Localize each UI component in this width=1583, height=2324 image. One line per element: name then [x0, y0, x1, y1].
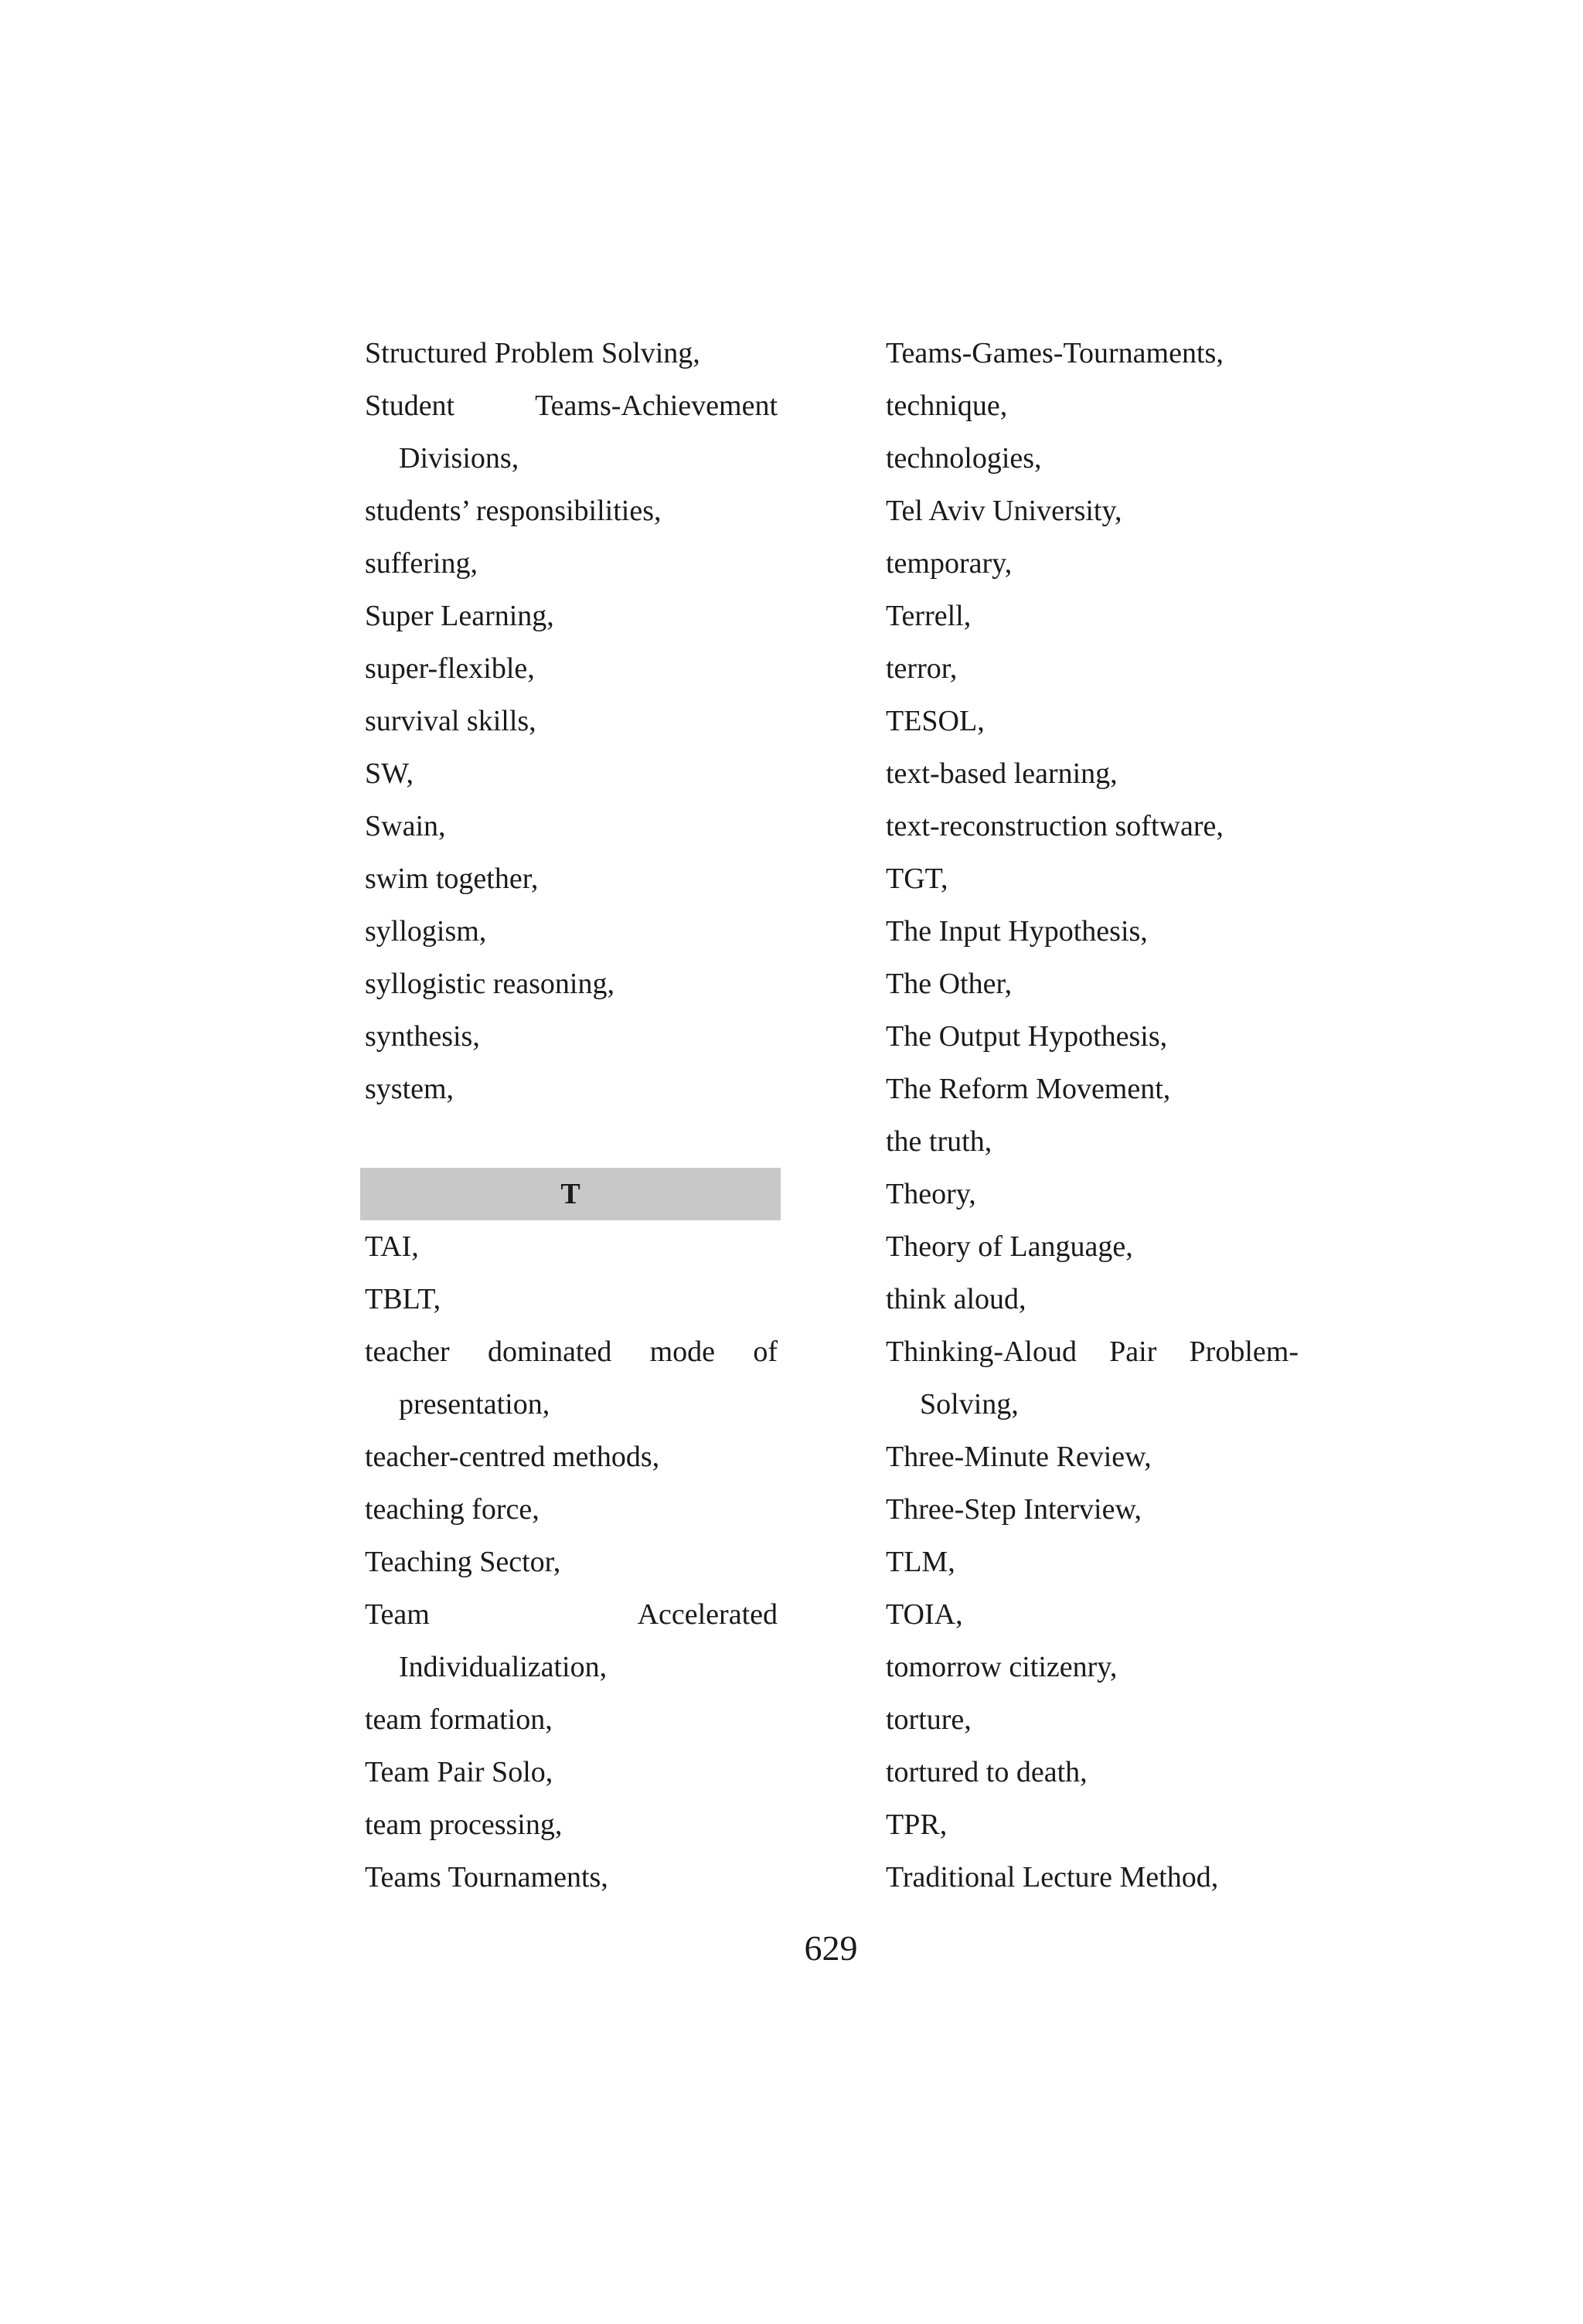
index-entry-continuation: presentation, — [399, 1388, 550, 1421]
index-entry: Teams-Games-Tournaments, — [886, 337, 1224, 369]
index-entry: Theory of Language, — [886, 1230, 1133, 1263]
index-entry-word: Problem- — [1189, 1336, 1299, 1368]
index-entry-word: mode — [649, 1336, 716, 1368]
index-entry: temporary, — [886, 547, 1013, 580]
index-entry — [886, 1325, 1299, 1378]
index-entry: Swain, — [365, 810, 446, 842]
index-entry: Tel Aviv University, — [886, 495, 1122, 527]
index-entry: TLM, — [886, 1546, 955, 1578]
index-entry: Teaching Sector, — [365, 1546, 561, 1578]
index-right-column — [886, 327, 1299, 1904]
index-entry: terror, — [886, 652, 958, 685]
index-entry: Terrell, — [886, 600, 972, 632]
index-entry: tomorrow citizenry, — [886, 1651, 1118, 1683]
index-entry: swim together, — [365, 863, 539, 895]
index-entry: Theory, — [886, 1178, 976, 1210]
index-entry: SW, — [365, 757, 414, 790]
index-entry: Teams Tournaments, — [365, 1861, 608, 1894]
index-entry: TAI, — [365, 1230, 419, 1263]
index-entry: team processing, — [365, 1809, 563, 1841]
index-entry: TESOL, — [886, 705, 985, 737]
index-entry: technique, — [886, 390, 1008, 422]
index-entry-continuation: Divisions, — [399, 442, 519, 475]
index-entry: The Reform Movement, — [886, 1073, 1171, 1105]
index-entry: the truth, — [886, 1125, 992, 1158]
index-entry — [365, 1588, 778, 1641]
page-number: 629 — [804, 1928, 858, 1968]
index-entry: teacher-centred methods, — [365, 1441, 660, 1473]
index-left-column — [365, 327, 778, 1904]
index-entry: think aloud, — [886, 1283, 1026, 1315]
index-entry: team formation, — [365, 1703, 553, 1736]
index-entry: survival skills, — [365, 705, 536, 737]
section-spacer — [365, 1115, 778, 1168]
index-entry-word: of — [753, 1336, 778, 1368]
index-entry-word: Accelerated — [637, 1598, 778, 1631]
index-entry: tortured to death, — [886, 1756, 1088, 1788]
index-entry — [365, 379, 778, 432]
index-entry: system, — [365, 1073, 454, 1105]
index-entry: The Other, — [886, 968, 1013, 1000]
index-entry: TPR, — [886, 1809, 948, 1841]
index-entry: syllogism, — [365, 915, 487, 948]
index-entry: super-flexible, — [365, 652, 535, 685]
index-entry: Three-Minute Review, — [886, 1441, 1152, 1473]
index-entry: torture, — [886, 1703, 972, 1736]
index-entry: teaching force, — [365, 1493, 540, 1526]
index-entry: students’ responsibilities, — [365, 495, 662, 527]
index-entry: Three-Step Interview, — [886, 1493, 1142, 1526]
index-entry: TGT, — [886, 863, 948, 895]
index-entry-continuation: Individualization, — [399, 1651, 608, 1683]
section-header-t: T — [360, 1168, 781, 1220]
index-entry-continuation: Solving, — [920, 1388, 1019, 1421]
index-entry-word: Student — [365, 390, 455, 422]
index-entry: The Output Hypothesis, — [886, 1020, 1168, 1053]
index-entry-word: Pair — [1109, 1336, 1157, 1368]
index-entry: text-based learning, — [886, 757, 1118, 790]
index-entry: TBLT, — [365, 1283, 441, 1315]
index-entry-word: dominated — [487, 1336, 612, 1368]
index-entry: text-reconstruction software, — [886, 810, 1224, 842]
index-entry: technologies, — [886, 442, 1042, 475]
index-entry: Traditional Lecture Method, — [886, 1861, 1219, 1894]
index-entry-word: Thinking-Aloud — [886, 1336, 1077, 1368]
index-entry-word: Teams-Achievement — [535, 390, 778, 422]
index-entry — [365, 1325, 778, 1378]
index-entry: suffering, — [365, 547, 478, 580]
index-entry: Structured Problem Solving, — [365, 337, 700, 369]
index-entry-word: Team — [365, 1598, 430, 1631]
index-entry: Super Learning, — [365, 600, 554, 632]
index-entry: Team Pair Solo, — [365, 1756, 553, 1788]
index-entry-word: teacher — [365, 1336, 450, 1368]
index-entry: TOIA, — [886, 1598, 963, 1631]
index-entry: syllogistic reasoning, — [365, 968, 614, 1000]
index-entry: synthesis, — [365, 1020, 480, 1053]
index-entry: The Input Hypothesis, — [886, 915, 1148, 948]
